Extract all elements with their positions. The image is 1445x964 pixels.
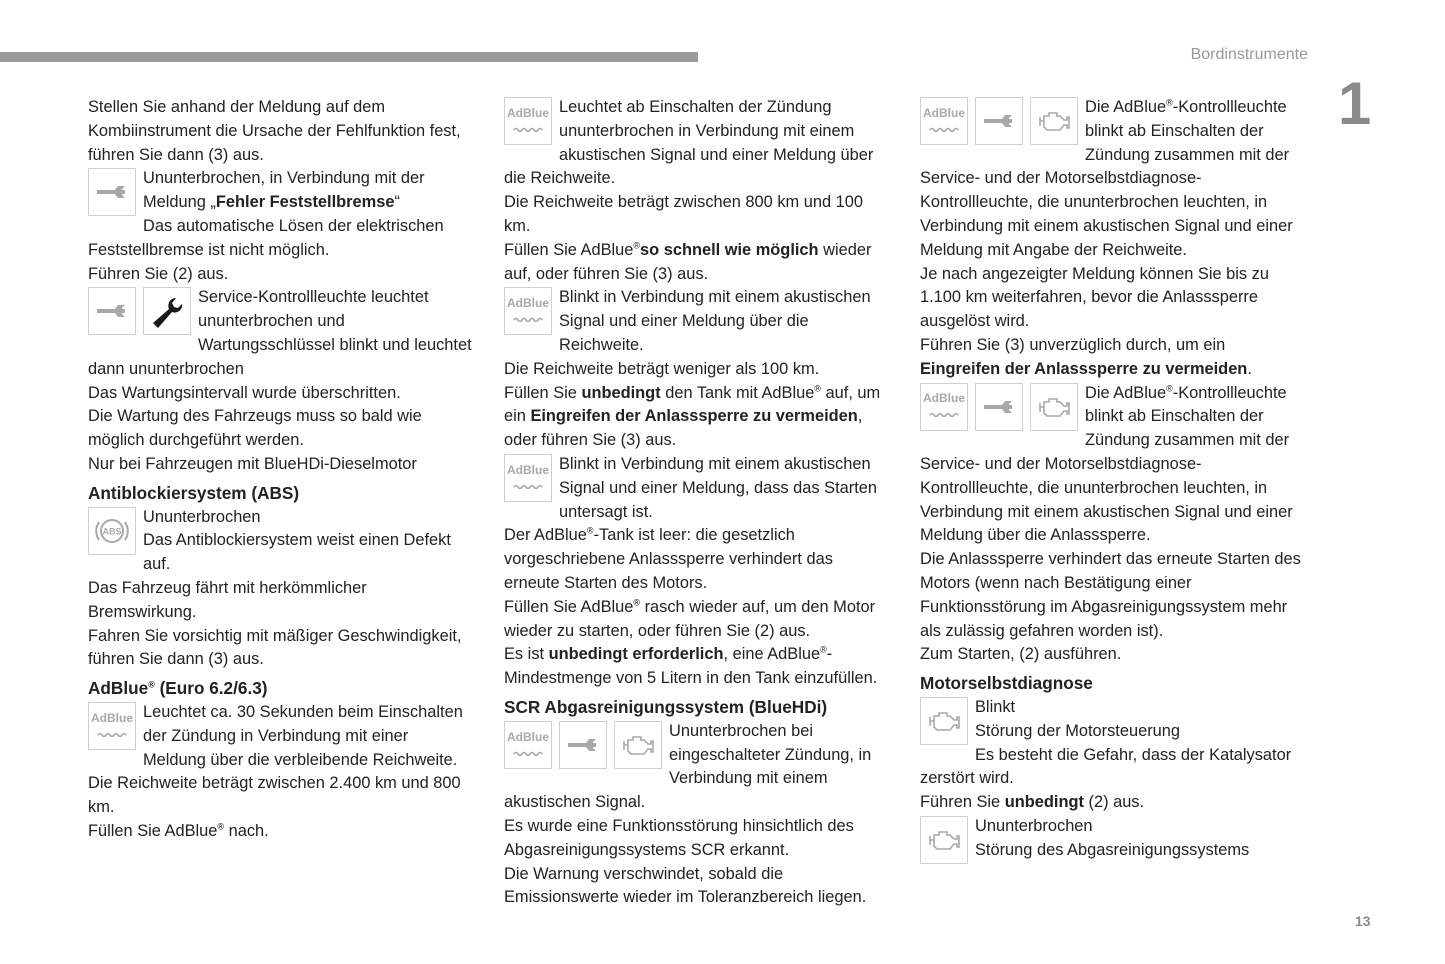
paragraph: [88, 701, 474, 772]
text-run: Es ist: [504, 645, 549, 664]
paragraph: [504, 358, 890, 382]
warning-lamp-icons: [88, 702, 136, 750]
text-run: Ununterbrochen bei eingeschalteter Zündung, in Verbindung mit einem akustischen Signal.: [504, 721, 872, 812]
paragraph: [920, 839, 1306, 863]
registered-mark: ®: [586, 525, 594, 536]
text-run: den Tank mit AdBlue: [660, 383, 815, 402]
paragraph: [920, 334, 1306, 382]
text-run: auf, um ein: [504, 383, 881, 426]
text-run: “: [394, 193, 400, 212]
wrench-grey-icon: [975, 383, 1023, 431]
paragraph: [88, 405, 474, 453]
paragraph: [504, 720, 890, 815]
text-run: Die Warnung verschwindet, sobald die Emissionswerte wieder im Toleranzbereich liegen.: [504, 864, 867, 907]
text-run: Leuchtet ab Einschalten der Zündung ununterbrochen in Verbindung mit einem akustischen Signal und einer Meldung über die Reichweite.: [504, 98, 874, 188]
text-run: Service-Kontrollleuchte leuchtet ununterbrochen und Wartungsschlüssel blinkt und leuchtet dann ununterbrochen: [88, 288, 472, 378]
warning-lamp-icons: [920, 97, 1078, 145]
warning-lamp-icons: [88, 168, 136, 216]
text-run: Die Reichweite beträgt weniger als 100 km.: [504, 359, 820, 378]
text-run: Antiblockiersystem (ABS): [88, 482, 300, 503]
text-run: Störung des Abgasreinigungssystems: [975, 840, 1250, 859]
text-run: Zum Starten, (2) ausführen.: [920, 645, 1122, 664]
engine-icon: [1030, 97, 1078, 145]
text-run: (2) aus.: [1083, 793, 1145, 812]
wrench-grey-icon: [975, 97, 1023, 145]
text-run: Leuchtet ca. 30 Sekunden beim Einschalten der Zündung in Verbindung mit einer Meldung über die verbleibende Reichweite.: [143, 702, 463, 769]
warning-lamp-icons: [504, 721, 662, 769]
registered-mark: ®: [1166, 383, 1173, 394]
engine-icon: [920, 697, 968, 745]
text-run: Die Reichweite beträgt zwischen 2.400 km und 800 km.: [88, 774, 461, 817]
paragraph: [504, 191, 890, 239]
column-2: [504, 96, 890, 910]
text-run: SCR Abgasreinigungssystem (BlueHDi): [504, 696, 828, 717]
emphasis-text: unbedingt: [1004, 793, 1084, 812]
paragraph: [88, 529, 474, 577]
text-run: Blinkt in Verbindung mit einem akustischen Signal und einer Meldung über die Reichweite.: [559, 288, 871, 354]
adblue-icon: [88, 702, 136, 750]
paragraph: [920, 791, 1306, 815]
text-run: Blinkt in Verbindung mit einem akustischen Signal und einer Meldung, dass das Starten untersagt ist.: [559, 454, 878, 521]
text-run: Füllen Sie AdBlue: [504, 597, 634, 616]
text-run: Es besteht die Gefahr, dass der Katalysator zerstört wird.: [920, 745, 1292, 788]
paragraph: [88, 382, 474, 406]
adblue-label: AdBlue: [923, 391, 965, 406]
adblue-icon: [504, 97, 552, 145]
emphasis-text: so schnell wie möglich: [640, 240, 819, 259]
text-run: Blinkt: [975, 697, 1016, 716]
registered-mark: ®: [148, 679, 155, 690]
paragraph: [88, 772, 474, 820]
text-run: Ununterbrochen: [143, 507, 261, 526]
paragraph: [88, 577, 474, 625]
text-run: Die Reichweite beträgt zwischen 800 km und 100 km.: [504, 193, 863, 235]
warning-lamp-icons: [920, 697, 968, 745]
text-run: Das Fahrzeug fährt mit herkömmlicher Bremswirkung.: [88, 578, 367, 621]
adblue-label: AdBlue: [91, 710, 133, 725]
paragraph: [88, 625, 474, 673]
paragraph: [920, 815, 1306, 839]
paragraph: [920, 744, 1306, 792]
wrench-grey-icon: [88, 168, 136, 216]
engine-icon: [614, 721, 662, 769]
warning-lamp-icons: [504, 287, 552, 335]
text-run: Die Wartung des Fahrzeugs muss so bald wie möglich durchgeführt werden.: [88, 407, 422, 450]
paragraph: [88, 506, 474, 537]
text-run: Die Anlasssperre verhindert das erneute Starten des Motors (wenn nach Bestätigung einer Funktionsstörung im Abgasreinigungssystem mehr als zulässig gefahren worden ist).: [920, 550, 1301, 640]
warning-lamp-icons: [920, 383, 1078, 431]
text-run: -Kontrollleuchte blinkt ab Einschalten der Zündung zusammen mit der Service- und der Motorselbstdiagnose-Kontrollleuchte, die ununterbrochen leuchten, in Verbindung mit einem akustischen Signal und einer Meldung mit Angabe der Reichweite.: [920, 98, 1293, 259]
section-title: Bordinstrumente: [1190, 46, 1308, 63]
wrench-grey-icon: [88, 287, 136, 335]
text-run: Es wurde eine Funktionsstörung hinsichtlich des Abgasreinigungssystems SCR erkannt.: [504, 816, 854, 859]
wrench-black-icon: [143, 287, 191, 335]
text-run: Je nach angezeigter Meldung können Sie bis zu 1.100 km weiterfahren, bevor die Anlasssperre ausgelöst wird.: [920, 264, 1269, 331]
page-number: 13: [1355, 913, 1371, 929]
text-run: Das automatische Lösen der elektrischen Feststellbremse ist nicht möglich.: [88, 216, 444, 259]
paragraph: [88, 167, 474, 215]
emphasis-text: unbedingt erforderlich: [548, 645, 724, 664]
column-1: [88, 96, 474, 844]
paragraph: [504, 239, 890, 287]
text-run: Der AdBlue: [504, 526, 587, 545]
text-run: nach.: [224, 821, 269, 840]
registered-mark: ®: [633, 240, 641, 251]
paragraph: [504, 453, 890, 524]
emphasis-text: Fehler Feststellbremse: [215, 193, 395, 212]
text-run: Füllen Sie: [504, 383, 582, 402]
paragraph: [504, 286, 890, 357]
paragraph: [504, 596, 890, 644]
paragraph: [504, 96, 890, 191]
paragraph: [920, 263, 1306, 334]
paragraph: [920, 548, 1306, 643]
paragraph: [88, 263, 474, 287]
emphasis-text: Eingreifen der Anlasssperre zu vermeiden: [530, 407, 858, 426]
paragraph: [920, 696, 1306, 720]
text-run: -Tank ist leer: die gesetzlich vorgeschriebene Anlasssperre verhindert das erneute Starten des Motors.: [504, 526, 833, 592]
text-run: Die AdBlue: [1085, 98, 1167, 116]
paragraph: [88, 820, 474, 844]
paragraph: [920, 720, 1306, 744]
paragraph: [88, 96, 474, 167]
text-run: AdBlue: [88, 678, 149, 699]
abs-icon: [88, 507, 136, 555]
warning-lamp-icons: [920, 816, 968, 864]
engine-icon: [920, 816, 968, 864]
paragraph: [920, 643, 1306, 667]
section-heading: [504, 696, 890, 720]
svg-text:ABS: ABS: [102, 526, 122, 537]
text-run: rasch wieder auf, um den Motor wieder zu starten, oder führen Sie (2) aus.: [504, 597, 876, 640]
text-run: Führen Sie: [920, 793, 1005, 812]
paragraph: [88, 215, 474, 263]
section-heading: [920, 672, 1306, 696]
emphasis-text: Eingreifen der Anlasssperre zu vermeiden: [920, 359, 1248, 378]
chapter-number: 1: [1338, 70, 1372, 137]
text-run: (Euro 6.2/6.3): [154, 678, 268, 699]
header-rule: [0, 52, 698, 62]
text-run: .: [1247, 359, 1252, 378]
paragraph: [504, 382, 890, 453]
adblue-icon: [504, 721, 552, 769]
registered-mark: ®: [217, 821, 225, 832]
adblue-icon: [504, 454, 552, 502]
section-heading: [88, 482, 474, 506]
engine-icon: [1030, 383, 1078, 431]
text-run: Ununterbrochen: [975, 816, 1093, 835]
text-run: Füllen Sie AdBlue: [504, 240, 634, 259]
text-run: -Mindestmenge von 5 Litern in den Tank einzufüllen.: [504, 645, 878, 688]
text-run: wieder auf, oder führen Sie (3) aus.: [504, 240, 872, 283]
text-run: Nur bei Fahrzeugen mit BlueHDi-Dieselmotor: [88, 454, 417, 473]
adblue-label: AdBlue: [507, 462, 549, 477]
paragraph: [920, 96, 1306, 263]
adblue-icon: [920, 383, 968, 431]
text-run: Das Antiblockiersystem weist einen Defekt auf.: [143, 531, 451, 574]
text-run: Ununterbrochen, in Verbindung mit der Meldung „: [143, 169, 425, 212]
text-run: Führen Sie (3) unverzüglich durch, um ein: [920, 335, 1226, 354]
adblue-label: AdBlue: [923, 105, 965, 120]
paragraph: [504, 643, 890, 691]
registered-mark: ®: [1166, 97, 1173, 108]
paragraph: [88, 286, 474, 381]
text-run: Störung der Motorsteuerung: [975, 721, 1181, 740]
warning-lamp-icons: [88, 507, 136, 555]
paragraph: [920, 382, 1306, 549]
adblue-label: AdBlue: [507, 729, 549, 744]
warning-lamp-icons: [88, 287, 191, 335]
text-run: Das Wartungsintervall wurde überschritten.: [88, 383, 401, 402]
registered-mark: ®: [814, 383, 821, 394]
wrench-grey-icon: [559, 721, 607, 769]
paragraph: [504, 815, 890, 863]
paragraph: [504, 524, 890, 595]
text-run: -Kontrollleuchte blinkt ab Einschalten der Zündung zusammen mit der Service- und der Motorselbstdiagnose-Kontrollleuchte, die ununterbrochen leuchten, in Verbindung mit einem akustischen Signal und einer Meldung über die Anlasssperre.: [920, 383, 1293, 545]
adblue-icon: [504, 287, 552, 335]
text-run: Stellen Sie anhand der Meldung auf dem Kombiinstrument die Ursache der Fehlfunktion fest, führen Sie dann (3) aus.: [88, 98, 461, 164]
text-run: Motorselbstdiagnose: [920, 673, 1093, 694]
paragraph: [504, 863, 890, 911]
column-3: [920, 96, 1306, 864]
registered-mark: ®: [633, 597, 641, 608]
text-run: Füllen Sie AdBlue: [88, 821, 218, 840]
adblue-icon: [920, 97, 968, 145]
text-run: Die AdBlue: [1085, 383, 1167, 402]
text-run: Führen Sie (2) aus.: [88, 264, 229, 283]
section-heading: [88, 677, 474, 701]
warning-lamp-icons: [504, 97, 552, 145]
warning-lamp-icons: [504, 454, 552, 502]
adblue-label: AdBlue: [507, 296, 549, 311]
emphasis-text: unbedingt: [581, 383, 661, 402]
registered-mark: ®: [820, 644, 827, 655]
text-run: Fahren Sie vorsichtig mit mäßiger Geschwindigkeit, führen Sie dann (3) aus.: [88, 626, 462, 669]
paragraph: [88, 453, 474, 477]
text-run: , eine AdBlue: [723, 645, 821, 664]
adblue-label: AdBlue: [507, 105, 549, 120]
text-run: , oder führen Sie (3) aus.: [504, 407, 863, 450]
